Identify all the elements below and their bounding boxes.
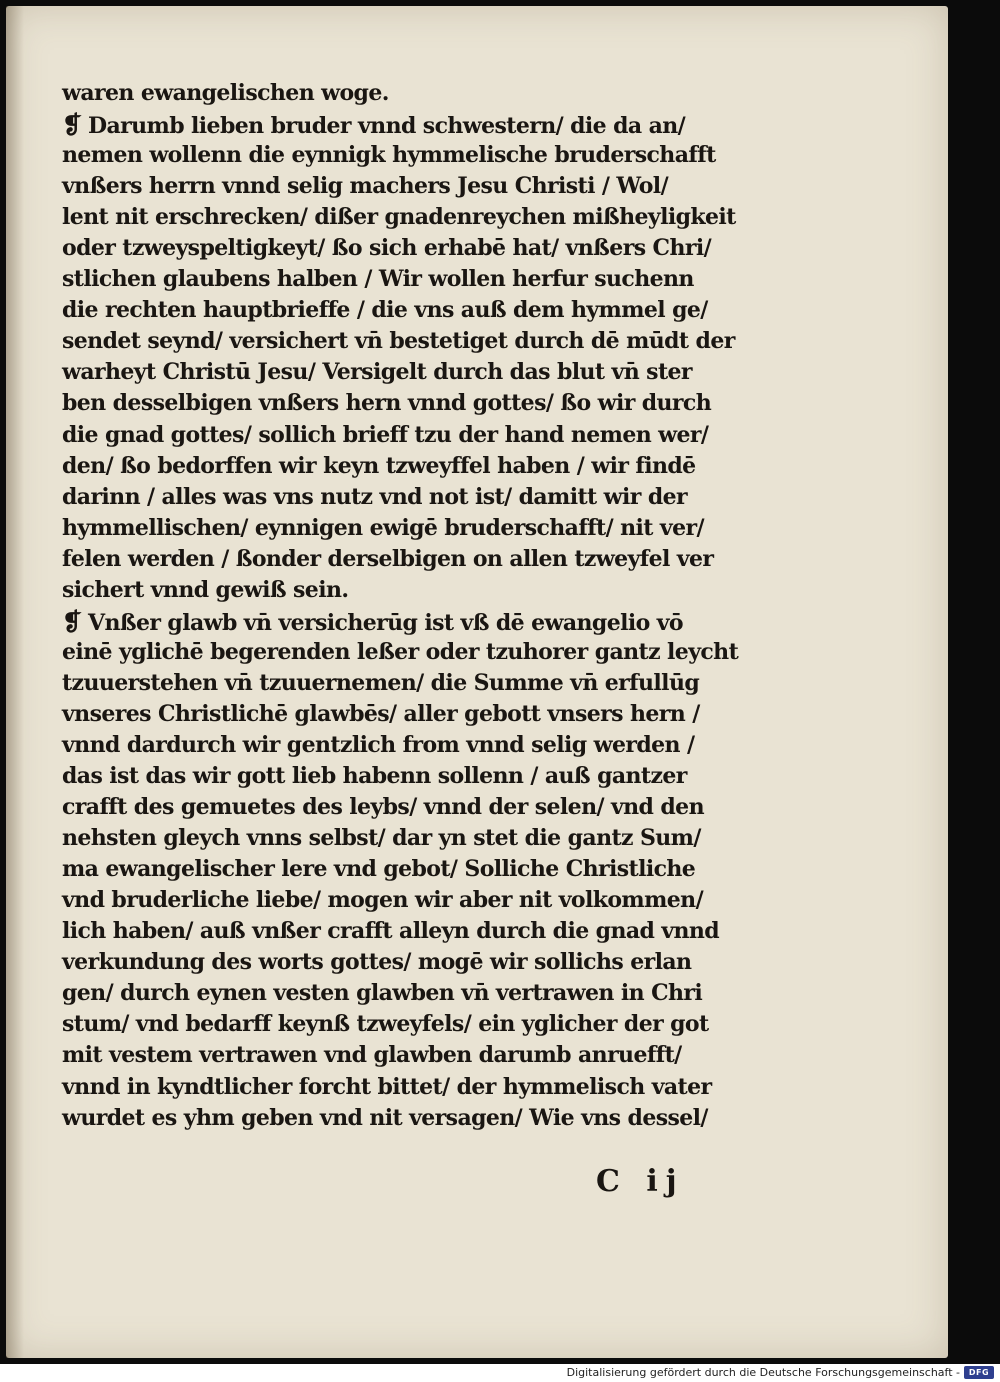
text-line: ma ewangelischer lere vnd gebot/ Solliche Christliche	[62, 856, 696, 883]
text-line: sendet seynd/ versichert vn̄ bestetiget durch dē mūdt der	[62, 328, 735, 355]
text-line	[62, 109, 782, 140]
text-line: verkundung des worts gottes/ mogē wir sollichs erlan	[62, 949, 692, 976]
text-line: ben desselbigen vnßers hern vnnd gottes/ ßo wir durch	[62, 390, 712, 417]
text-line: crafft des gemuetes des leybs/ vnnd der selen/ vnd den	[62, 794, 704, 821]
text-line: lent nit erschrecken/ dißer gnadenreychen mißheyligkeit	[62, 204, 736, 231]
text-line: darinn / alles was vns nutz vnd not ist/ damitt wir der	[62, 483, 687, 510]
text-line: nehsten gleych vnns selbst/ dar yn stet die gantz Sum/	[62, 825, 701, 852]
text-line: mit vestem vertrawen vnd glawben darumb anruefft/	[62, 1042, 682, 1069]
text-line-content: Darumb lieben bruder vnnd schwestern/ die da an/	[88, 113, 686, 140]
text-line: lich haben/ auß vnßer crafft alleyn durch die gnad vnnd	[62, 918, 720, 945]
page-fold-shadow	[6, 6, 24, 1358]
text-line: vnßers herrn vnnd selig machers Jesu Christi / Wol/	[62, 173, 669, 200]
funding-notice: Digitalisierung gefördert durch die Deutsche Forschungsgemeinschaft -	[566, 1366, 960, 1379]
text-line: oder tzweyspeltigkeyt/ ßo sich erhabē hat/ vnßers Chri/	[62, 235, 712, 262]
text-line: hymmellischen/ eynnigen ewigē bruderschafft/ nit ver/	[62, 514, 704, 541]
text-line: gen/ durch eynen vesten glawben vn̄ vertrawen in Chri	[62, 980, 703, 1007]
text-line: felen werden / ßonder derselbigen on allen tzweyfel ver	[62, 545, 714, 572]
text-line: stlichen glaubens halben / Wir wollen herfur suchenn	[62, 266, 694, 293]
text-line: tzuuerstehen vn̄ tzuuernemen/ die Summe vn̄ erfullūg	[62, 669, 700, 696]
pilcrow-icon: ❡	[62, 110, 82, 140]
text-line: stum/ vnd bedarff keynß tzweyfels/ ein yglicher der got	[62, 1011, 709, 1038]
text-line: vnnd dardurch wir gentzlich from vnnd selig werden /	[62, 731, 695, 758]
text-line: vnnd in kyndtlicher forcht bittet/ der hymmelisch vater	[62, 1073, 712, 1100]
footer-bar	[0, 1364, 1000, 1382]
text-line: die gnad gottes/ sollich brieff tzu der hand nemen wer/	[62, 421, 709, 448]
text-line: sichert vnnd gewiß sein.	[62, 576, 349, 603]
text-line: vnd bruderliche liebe/ mogen wir aber nit volkommen/	[62, 887, 704, 914]
text-line	[62, 606, 782, 637]
text-line: vnseres Christlichē glawbēs/ aller gebott vnsers hern /	[62, 700, 700, 727]
text-block	[62, 78, 782, 1134]
text-line: einē yglichē begerenden leßer oder tzuhorer gantz leycht	[62, 638, 739, 665]
pilcrow-icon: ❡	[62, 606, 82, 636]
text-line: wurdet es yhm geben vnd nit versagen/ Wie vns dessel/	[62, 1104, 708, 1131]
text-line: warheyt Christū Jesu/ Versigelt durch das blut vn̄ ster	[62, 359, 692, 386]
dfg-logo-icon: DFG	[964, 1366, 994, 1379]
text-line: waren ewangelischen woge.	[62, 80, 389, 106]
text-line: den/ ßo bedorffen wir keyn tzweyffel haben / wir findē	[62, 452, 696, 479]
text-line: nemen wollenn die eynnigk hymmelische bruderschafft	[62, 142, 716, 169]
book-page	[6, 6, 948, 1358]
text-line: die rechten hauptbrieffe / die vns auß dem hymmel ge/	[62, 297, 708, 324]
text-line-content: Vnßer glawb vn̄ versicherūg ist vß dē ewangelio vō	[88, 609, 684, 636]
text-line: das ist das wir gott lieb habenn sollenn / auß gantzer	[62, 763, 687, 790]
signature-mark: C ij	[596, 1164, 685, 1199]
